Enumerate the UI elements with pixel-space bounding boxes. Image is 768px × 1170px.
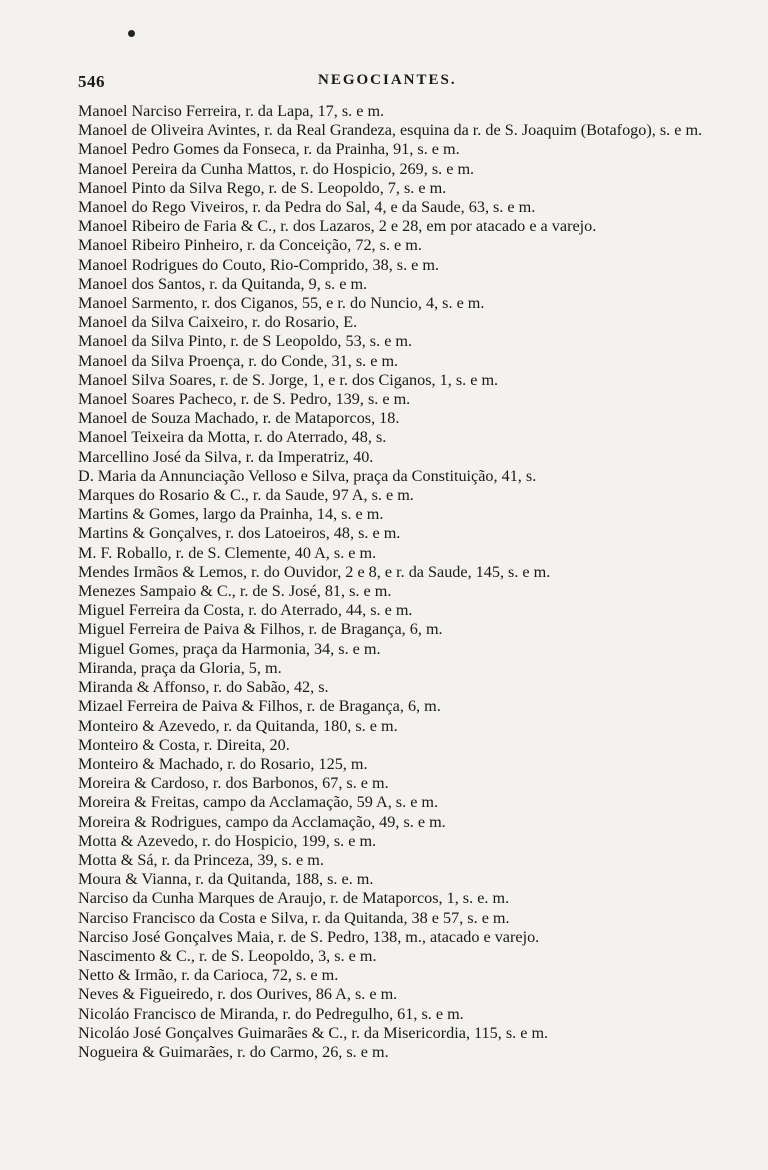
list-item: Narciso da Cunha Marques de Araujo, r. de Mataporcos, 1, s. e. m. [78,889,510,908]
list-item: Manoel Pinto da Silva Rego, r. de S. Leopoldo, 7, s. e m. [78,178,447,197]
list-item: Nicoláo José Gonçalves Guimarães & C., r. da Misericordia, 115, s. e m. [78,1023,549,1042]
list-item: Manoel da Silva Pinto, r. de S Leopoldo, 53, s. e m. [78,332,413,351]
list-item: Monteiro & Machado, r. do Rosario, 125, m. [78,754,368,773]
list-item: Miguel Ferreira da Costa, r. do Aterrado, 44, s. e m. [78,601,413,620]
running-head: NEGOCIANTES. [318,72,457,88]
list-item: Manoel Pedro Gomes da Fonseca, r. da Prainha, 91, s. e m. [78,140,460,159]
list-item: Manoel Teixeira da Motta, r. do Aterrado, 48, s. [78,428,387,447]
list-item: M. F. Roballo, r. de S. Clemente, 40 A, s. e m. [78,543,377,562]
list-item: Manoel Silva Soares, r. de S. Jorge, 1, e r. dos Ciganos, 1, s. e m. [78,370,499,389]
list-item: Marques do Rosario & C., r. da Saude, 97 A, s. e m. [78,486,414,505]
list-item: Neves & Figueiredo, r. dos Ourives, 86 A, s. e m. [78,985,398,1004]
list-item: Nogueira & Guimarães, r. do Carmo, 26, s. e m. [78,1042,389,1061]
list-item: Manoel da Silva Caixeiro, r. do Rosario, E. [78,313,358,332]
list-item: Mendes Irmãos & Lemos, r. do Ouvidor, 2 e 8, e r. da Saude, 145, s. e m. [78,562,551,581]
page-header [78,72,718,94]
page-number: 546 [78,72,105,91]
list-item: Martins & Gomes, largo da Prainha, 14, s. e m. [78,505,384,524]
list-item: Miguel Ferreira de Paiva & Filhos, r. de Bragança, 6, m. [78,620,443,639]
list-item: Narciso José Gonçalves Maia, r. de S. Pedro, 138, m., atacado e varejo. [78,927,540,946]
list-item: Manoel dos Santos, r. da Quitanda, 9, s. e m. [78,274,368,293]
list-item: Manoel Narciso Ferreira, r. da Lapa, 17, s. e m. [78,102,385,120]
list-item: Manoel de Souza Machado, r. de Mataporcos, 18. [78,409,400,428]
list-item: Manoel de Oliveira Avintes, r. da Real Grandeza, esquina da r. de S. Joaquim (Botafogo), s. e m. [78,121,703,140]
list-item: Motta & Sá, r. da Princeza, 39, s. e m. [78,850,324,869]
list-item: Miranda, praça da Gloria, 5, m. [78,658,282,677]
list-item: Moreira & Freitas, campo da Acclamação, 59 A, s. e m. [78,793,439,812]
list-item: Monteiro & Costa, r. Direita, 20. [78,735,290,754]
list-item: Nascimento & C., r. de S. Leopoldo, 3, s. e m. [78,946,377,965]
list-item: Netto & Irmão, r. da Carioca, 72, s. e m. [78,966,339,985]
list-item: Moreira & Cardoso, r. dos Barbonos, 67, s. e m. [78,774,389,793]
list-item: Monteiro & Azevedo, r. da Quitanda, 180, s. e m. [78,716,398,735]
list-item: Manoel Ribeiro Pinheiro, r. da Conceição, 72, s. e m. [78,236,422,255]
list-item: Miguel Gomes, praça da Harmonia, 34, s. e m. [78,639,381,658]
list-item: Manoel Soares Pacheco, r. de S. Pedro, 139, s. e m. [78,390,411,409]
list-item: Nicoláo Francisco de Miranda, r. do Pedregulho, 61, s. e m. [78,1004,464,1023]
list-item: Narciso Francisco da Costa e Silva, r. da Quitanda, 38 e 57, s. e m. [78,908,510,927]
list-item: Moura & Vianna, r. da Quitanda, 188, s. e. m. [78,870,374,889]
list-item: Manoel Rodrigues do Couto, Rio-Comprido, 38, s. e m. [78,255,440,274]
list-item: Motta & Azevedo, r. do Hospicio, 199, s. e m. [78,831,377,850]
list-item: Manoel Sarmento, r. dos Ciganos, 55, e r. do Nuncio, 4, s. e m. [78,294,485,313]
list-item: D. Maria da Annunciação Velloso e Silva, praça da Constituição, 41, s. [78,466,537,485]
list-item: Marcellino José da Silva, r. da Imperatriz, 40. [78,447,374,466]
list-item: Manoel do Rego Viveiros, r. da Pedra do Sal, 4, e da Saude, 63, s. e m. [78,198,536,217]
merchant-list [78,102,738,1062]
list-item: Moreira & Rodrigues, campo da Acclamação, 49, s. e m. [78,812,446,831]
list-item: Miranda & Affonso, r. do Sabão, 42, s. [78,678,329,697]
list-item: Manoel Pereira da Cunha Mattos, r. do Hospicio, 269, s. e m. [78,159,475,178]
ink-speck [128,30,135,37]
list-item: Manoel Ribeiro de Faria & C., r. dos Lazaros, 2 e 28, em por atacado e a varejo. [78,217,597,236]
list-item: Mizael Ferreira de Paiva & Filhos, r. de Bragança, 6, m. [78,697,441,716]
list-item: Manoel da Silva Proença, r. do Conde, 31, s. e m. [78,351,399,370]
list-item: Martins & Gonçalves, r. dos Latoeiros, 48, s. e m. [78,524,401,543]
list-item: Menezes Sampaio & C., r. de S. José, 81, s. e m. [78,582,392,601]
